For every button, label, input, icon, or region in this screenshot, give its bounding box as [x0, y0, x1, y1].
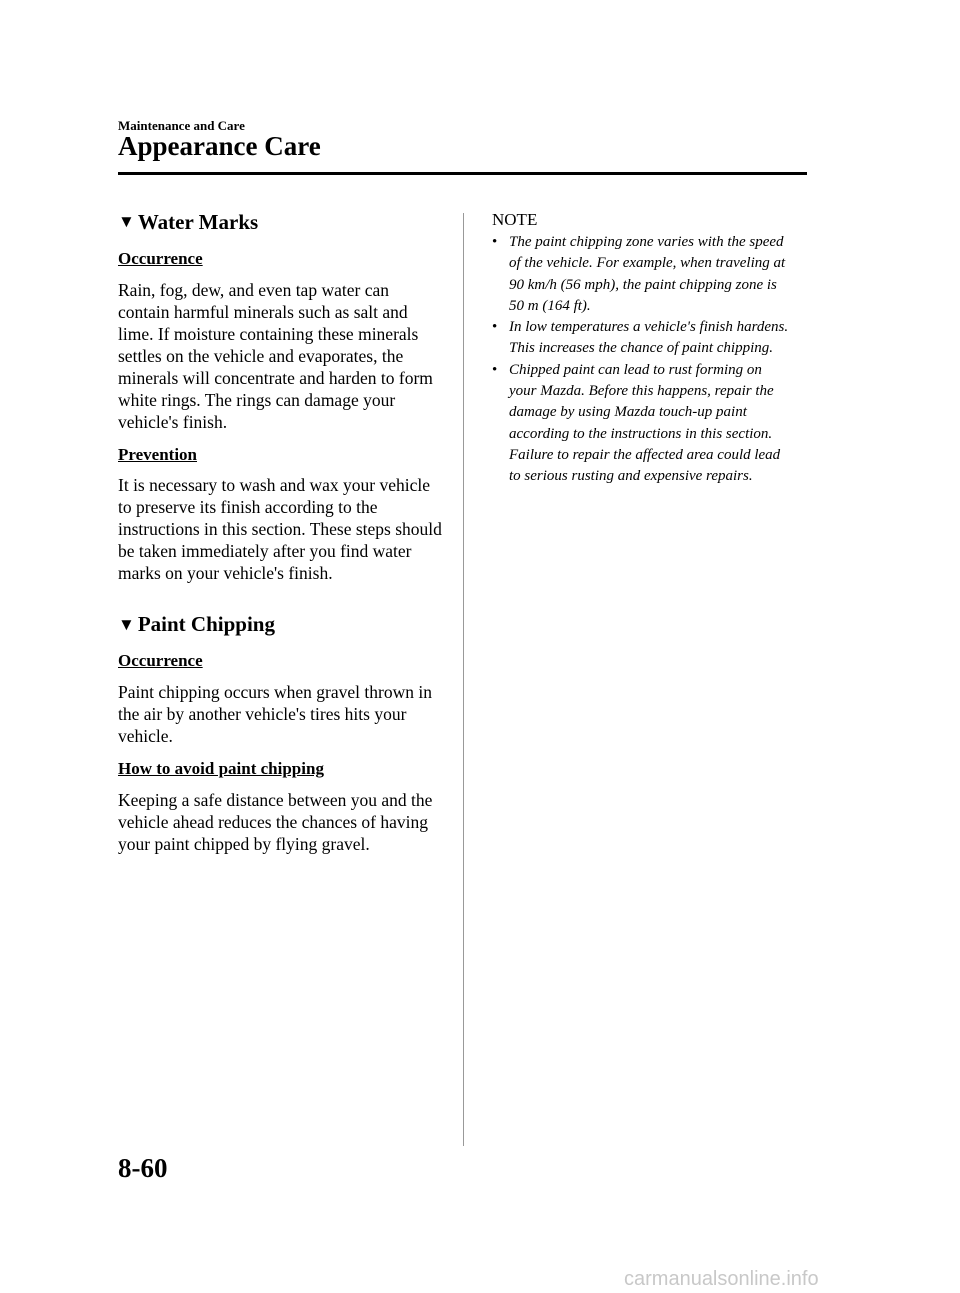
- title-rule: [118, 172, 807, 175]
- bullet-icon: •: [492, 361, 498, 378]
- paint-chipping-avoid-text: Keeping a safe distance between you and the vehicle ahead reduces the chances of having your paint chipped by flying gravel.: [118, 789, 433, 854]
- note-item-text: Chipped paint can lead to rust forming on your Mazda. Before this happens, repair the damage by using Mazda touch-up paint according to the instructions in this section. Failure to repair the affected area could lead to serious rusting and expensive repairs.: [509, 361, 781, 485]
- water-marks-occurrence-text: Rain, fog, dew, and even tap water can contain harmful minerals such as salt and lime. If moisture containing these minerals settles on the vehicle and evaporates, the minerals will concentrate and harden to form white rings. The rings can damage your vehicle's finish.: [118, 279, 433, 432]
- note-list: [492, 232, 792, 488]
- note-item: [492, 317, 792, 360]
- water-marks-occurrence-label: Occurrence: [118, 249, 203, 269]
- section-label: Maintenance and Care: [118, 118, 245, 133]
- water-marks-heading: [118, 210, 443, 235]
- left-column: [118, 210, 443, 867]
- paint-chipping-occurrence-text: Paint chipping occurs when gravel thrown in the air by another vehicle's tires hits your vehicle.: [118, 682, 432, 747]
- paint-chipping-heading-text: Paint Chipping: [137, 612, 275, 637]
- column-divider: [463, 213, 464, 1146]
- note-item: [492, 360, 792, 488]
- watermark: carmanualsonline.info: [624, 1268, 819, 1290]
- page-number: 8-60: [118, 1153, 168, 1183]
- water-marks-prevention-label: Prevention: [118, 444, 198, 464]
- paint-chipping-heading: [118, 612, 443, 637]
- triangle-down-icon: ▼: [118, 614, 135, 634]
- paint-chipping-occurrence-label: Occurrence: [118, 651, 203, 671]
- water-marks-prevention-text: It is necessary to wash and wax your vehicle to preserve its finish according to the instructions in this section. These steps should be taken immediately after you find water marks on your vehicle's finish.: [118, 475, 442, 584]
- note-item-text: In low temperatures a vehicle's finish hardens. This increases the chance of paint chipping.: [509, 319, 789, 357]
- note-item-text: The paint chipping zone varies with the speed of the vehicle. For example, when traveling at 90 km/h (56 mph), the paint chipping zone is 50 m (164 ft).: [509, 234, 786, 314]
- bullet-icon: •: [492, 234, 498, 250]
- paint-chipping-avoid-label: How to avoid paint chipping: [118, 759, 324, 779]
- note-heading: NOTE: [492, 210, 538, 229]
- note-item: [492, 232, 792, 317]
- chapter-title: Appearance Care: [118, 131, 321, 161]
- triangle-down-icon: ▼: [118, 212, 135, 232]
- water-marks-heading-text: Water Marks: [137, 210, 259, 234]
- bullet-icon: •: [492, 319, 498, 336]
- right-column: [492, 210, 792, 488]
